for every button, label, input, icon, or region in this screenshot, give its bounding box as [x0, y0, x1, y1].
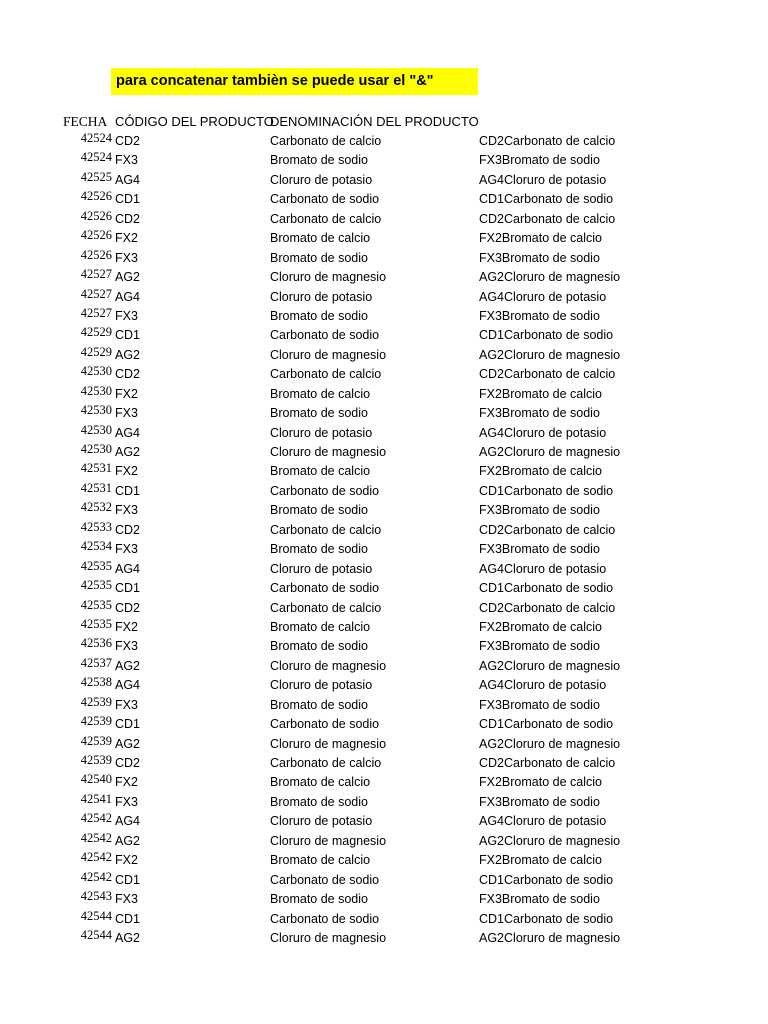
cell-codigo: FX3 [115, 250, 138, 265]
cell-fecha: 42530 [80, 422, 112, 437]
table-row [0, 365, 768, 384]
table-row [0, 210, 768, 229]
header-codigo: CÓDIGO DEL PRODUCTO [115, 114, 274, 129]
table-row [0, 812, 768, 831]
cell-denominacion: Bromato de sodio [270, 308, 368, 323]
cell-denominacion: Cloruro de magnesio [270, 658, 387, 673]
cell-fecha: 42535 [80, 558, 112, 573]
cell-fecha: 42541 [80, 791, 112, 806]
cell-fecha: 42526 [80, 189, 112, 204]
cell-concatenado: AG4Cloruro de potasio [479, 678, 607, 693]
table-row [0, 793, 768, 812]
cell-denominacion: Bromato de sodio [270, 250, 368, 265]
cell-concatenado: FX2Bromato de calcio [479, 853, 602, 868]
cell-fecha: 42530 [80, 403, 112, 418]
cell-fecha: 42533 [80, 519, 112, 534]
cell-fecha: 42527 [80, 267, 112, 282]
cell-denominacion: Cloruro de magnesio [270, 930, 387, 945]
cell-codigo: AG2 [115, 833, 141, 848]
cell-fecha: 42529 [80, 325, 112, 340]
cell-concatenado: CD2Carbonato de calcio [479, 134, 616, 148]
cell-fecha: 42534 [80, 539, 112, 554]
cell-codigo: FX3 [115, 153, 138, 168]
cell-codigo: CD2 [115, 600, 141, 615]
table-row [0, 307, 768, 326]
cell-codigo: FX2 [115, 386, 138, 401]
cell-denominacion: Cloruro de potasio [270, 561, 373, 576]
cell-fecha: 42525 [80, 169, 112, 184]
cell-denominacion: Cloruro de magnesio [270, 833, 387, 848]
cell-concatenado: AG4Cloruro de potasio [479, 814, 607, 829]
cell-codigo: AG2 [115, 347, 141, 362]
table-row [0, 501, 768, 520]
cell-concatenado: CD1Carbonato de sodio [479, 328, 614, 343]
cell-denominacion: Cloruro de potasio [270, 289, 373, 304]
cell-fecha: 42536 [80, 636, 112, 651]
table-row [0, 929, 768, 948]
cell-denominacion: Bromato de sodio [270, 697, 368, 712]
cell-codigo: FX2 [115, 464, 138, 479]
table-row [0, 132, 768, 151]
cell-fecha: 42544 [80, 908, 112, 923]
cell-fecha: 42526 [80, 208, 112, 223]
table-row [0, 404, 768, 423]
table-row [0, 462, 768, 481]
cell-denominacion: Bromato de sodio [270, 406, 368, 421]
cell-codigo: CD2 [115, 367, 141, 382]
table-row [0, 910, 768, 929]
cell-fecha: 42539 [80, 733, 112, 748]
cell-codigo: CD2 [115, 211, 141, 226]
cell-concatenado: AG2Cloruro de magnesio [479, 930, 621, 945]
cell-concatenado: CD1Carbonato de sodio [479, 483, 614, 498]
cell-concatenado: FX3Bromato de sodio [479, 153, 600, 168]
cell-concatenado: FX2Bromato de calcio [479, 775, 602, 790]
cell-concatenado: CD1Carbonato de sodio [479, 911, 614, 926]
cell-concatenado: AG2Cloruro de magnesio [479, 833, 621, 848]
cell-concatenado: AG2Cloruro de magnesio [479, 658, 621, 673]
table-row [0, 851, 768, 870]
table-row [0, 637, 768, 656]
table-row [0, 676, 768, 695]
cell-concatenado: FX3Bromato de sodio [479, 503, 600, 518]
cell-concatenado: AG4Cloruro de potasio [479, 425, 607, 440]
cell-denominacion: Cloruro de magnesio [270, 347, 387, 362]
cell-codigo: AG4 [115, 425, 141, 440]
cell-fecha: 42542 [80, 811, 112, 826]
cell-denominacion: Bromato de calcio [270, 619, 371, 634]
cell-fecha: 42530 [80, 383, 112, 398]
cell-codigo: FX3 [115, 892, 138, 907]
cell-denominacion: Bromato de sodio [270, 892, 368, 907]
cell-codigo: CD1 [115, 328, 141, 343]
table-row [0, 385, 768, 404]
cell-denominacion: Bromato de sodio [270, 542, 368, 557]
cell-denominacion: Bromato de calcio [270, 231, 371, 246]
cell-denominacion: Bromato de sodio [270, 794, 368, 809]
table-row [0, 832, 768, 851]
cell-denominacion: Carbonato de calcio [270, 134, 382, 148]
cell-fecha: 42542 [80, 830, 112, 845]
cell-fecha: 42539 [80, 753, 112, 767]
cell-concatenado: FX3Bromato de sodio [479, 794, 600, 809]
cell-fecha: 42540 [80, 772, 112, 787]
cell-fecha: 42539 [80, 714, 112, 729]
cell-denominacion: Carbonato de sodio [270, 911, 380, 926]
cell-fecha: 42530 [80, 364, 112, 379]
cell-codigo: AG4 [115, 814, 141, 829]
cell-concatenado: CD2Carbonato de calcio [479, 367, 616, 382]
cell-concatenado: CD2Carbonato de calcio [479, 522, 616, 537]
cell-codigo: FX2 [115, 231, 138, 246]
cell-codigo: FX3 [115, 308, 138, 323]
cell-codigo: CD2 [115, 134, 141, 148]
cell-denominacion: Bromato de sodio [270, 639, 368, 654]
cell-denominacion: Carbonato de sodio [270, 192, 380, 207]
cell-concatenado: FX2Bromato de calcio [479, 386, 602, 401]
cell-concatenado: FX3Bromato de sodio [479, 542, 600, 557]
cell-codigo: AG2 [115, 930, 141, 945]
cell-denominacion: Cloruro de magnesio [270, 736, 387, 751]
table-row [0, 326, 768, 345]
cell-concatenado: CD2Carbonato de calcio [479, 211, 616, 226]
cell-codigo: CD1 [115, 911, 141, 926]
cell-denominacion: Cloruro de potasio [270, 172, 373, 187]
table-row [0, 249, 768, 268]
table-row [0, 171, 768, 190]
cell-fecha: 42535 [80, 597, 112, 612]
cell-concatenado: CD2Carbonato de calcio [479, 600, 616, 615]
cell-concatenado: FX3Bromato de sodio [479, 250, 600, 265]
cell-concatenado: FX3Bromato de sodio [479, 892, 600, 907]
cell-fecha: 42527 [80, 305, 112, 320]
cell-denominacion: Carbonato de calcio [270, 600, 382, 615]
table-row [0, 190, 768, 209]
cell-concatenado: FX2Bromato de calcio [479, 231, 602, 246]
table-row [0, 773, 768, 792]
table-row [0, 268, 768, 287]
table-row [0, 715, 768, 734]
cell-concatenado: FX2Bromato de calcio [479, 619, 602, 634]
cell-denominacion: Carbonato de calcio [270, 211, 382, 226]
cell-concatenado: FX3Bromato de sodio [479, 697, 600, 712]
cell-fecha: 42526 [80, 247, 112, 262]
cell-concatenado: FX3Bromato de sodio [479, 308, 600, 323]
cell-codigo: FX3 [115, 697, 138, 712]
cell-denominacion: Carbonato de sodio [270, 483, 380, 498]
cell-codigo: AG2 [115, 658, 141, 673]
cell-codigo: CD1 [115, 872, 141, 887]
cell-codigo: CD1 [115, 192, 141, 207]
table-row [0, 599, 768, 618]
cell-codigo: AG4 [115, 678, 141, 693]
cell-codigo: CD1 [115, 717, 141, 732]
cell-denominacion: Cloruro de potasio [270, 814, 373, 829]
cell-concatenado: AG4Cloruro de potasio [479, 561, 607, 576]
cell-denominacion: Carbonato de calcio [270, 367, 382, 382]
cell-codigo: AG2 [115, 736, 141, 751]
table-body [0, 132, 768, 948]
cell-codigo: FX3 [115, 794, 138, 809]
cell-denominacion: Bromato de sodio [270, 503, 368, 518]
cell-denominacion: Bromato de calcio [270, 775, 371, 790]
table-row [0, 754, 768, 773]
cell-fecha: 42526 [80, 228, 112, 243]
cell-concatenado: AG2Cloruro de magnesio [479, 347, 621, 362]
cell-denominacion: Cloruro de magnesio [270, 270, 387, 285]
table-row [0, 657, 768, 676]
table-header [0, 112, 768, 132]
cell-codigo: FX2 [115, 853, 138, 868]
cell-fecha: 42530 [80, 442, 112, 456]
cell-fecha: 42524 [80, 131, 112, 145]
table-row [0, 540, 768, 559]
table-row [0, 346, 768, 365]
cell-fecha: 42544 [80, 927, 112, 942]
cell-concatenado: AG2Cloruro de magnesio [479, 736, 621, 751]
cell-concatenado: FX2Bromato de calcio [479, 464, 602, 479]
table-row [0, 229, 768, 248]
header-fecha: FECHA [63, 114, 108, 129]
header-denominacion: DENOMINACIÓN DEL PRODUCTO [270, 114, 479, 129]
cell-fecha: 42543 [80, 889, 112, 904]
cell-denominacion: Carbonato de sodio [270, 717, 380, 732]
cell-concatenado: CD1Carbonato de sodio [479, 581, 614, 596]
cell-fecha: 42531 [80, 480, 112, 495]
cell-denominacion: Carbonato de sodio [270, 328, 380, 343]
cell-concatenado: FX3Bromato de sodio [479, 406, 600, 421]
cell-codigo: FX2 [115, 619, 138, 634]
cell-concatenado: CD1Carbonato de sodio [479, 872, 614, 887]
cell-denominacion: Bromato de sodio [270, 153, 368, 168]
cell-concatenado: FX3Bromato de sodio [479, 639, 600, 654]
cell-codigo: AG2 [115, 270, 141, 285]
cell-concatenado: CD2Carbonato de calcio [479, 756, 616, 770]
cell-denominacion: Cloruro de potasio [270, 678, 373, 693]
cell-codigo: CD2 [115, 756, 141, 770]
cell-denominacion: Cloruro de potasio [270, 425, 373, 440]
table-row [0, 890, 768, 909]
cell-fecha: 42535 [80, 578, 112, 593]
cell-concatenado: CD1Carbonato de sodio [479, 192, 614, 207]
cell-fecha: 42542 [80, 869, 112, 884]
cell-codigo: FX2 [115, 775, 138, 790]
cell-denominacion: Carbonato de sodio [270, 872, 380, 887]
table-row [0, 151, 768, 170]
cell-fecha: 42532 [80, 500, 112, 515]
cell-denominacion: Carbonato de calcio [270, 522, 382, 537]
cell-denominacion: Cloruro de magnesio [270, 445, 387, 459]
cell-fecha: 42535 [80, 616, 112, 631]
cell-fecha: 42539 [80, 694, 112, 709]
cell-denominacion: Bromato de calcio [270, 464, 371, 479]
table-row [0, 696, 768, 715]
cell-codigo: FX3 [115, 639, 138, 654]
cell-denominacion: Carbonato de calcio [270, 756, 382, 770]
cell-codigo: AG4 [115, 289, 141, 304]
cell-codigo: CD2 [115, 522, 141, 537]
cell-denominacion: Carbonato de sodio [270, 581, 380, 596]
cell-fecha: 42529 [80, 344, 112, 359]
cell-fecha: 42527 [80, 286, 112, 301]
cell-fecha: 42538 [80, 675, 112, 690]
cell-denominacion: Bromato de calcio [270, 386, 371, 401]
cell-fecha: 42531 [80, 461, 112, 476]
highlighted-note: para concatenar tambièn se puede usar el "&" [111, 68, 478, 95]
cell-codigo: FX3 [115, 542, 138, 557]
table-row [0, 579, 768, 598]
cell-concatenado: AG4Cloruro de potasio [479, 289, 607, 304]
table-row [0, 424, 768, 443]
cell-codigo: AG4 [115, 172, 141, 187]
cell-codigo: AG4 [115, 561, 141, 576]
cell-codigo: CD1 [115, 581, 141, 596]
cell-concatenado: AG4Cloruro de potasio [479, 172, 607, 187]
table-row [0, 735, 768, 754]
cell-codigo: FX3 [115, 406, 138, 421]
cell-denominacion: Bromato de calcio [270, 853, 371, 868]
table-row [0, 871, 768, 890]
table-row [0, 482, 768, 501]
cell-fecha: 42542 [80, 850, 112, 865]
cell-codigo: CD1 [115, 483, 141, 498]
table-row [0, 443, 768, 462]
table-row [0, 288, 768, 307]
table-row [0, 618, 768, 637]
cell-concatenado: AG2Cloruro de magnesio [479, 445, 621, 459]
cell-codigo: FX3 [115, 503, 138, 518]
table-row [0, 521, 768, 540]
cell-concatenado: CD1Carbonato de sodio [479, 717, 614, 732]
cell-fecha: 42524 [80, 150, 112, 165]
cell-fecha: 42537 [80, 655, 112, 670]
table-row [0, 560, 768, 579]
cell-concatenado: AG2Cloruro de magnesio [479, 270, 621, 285]
cell-codigo: AG2 [115, 445, 141, 459]
